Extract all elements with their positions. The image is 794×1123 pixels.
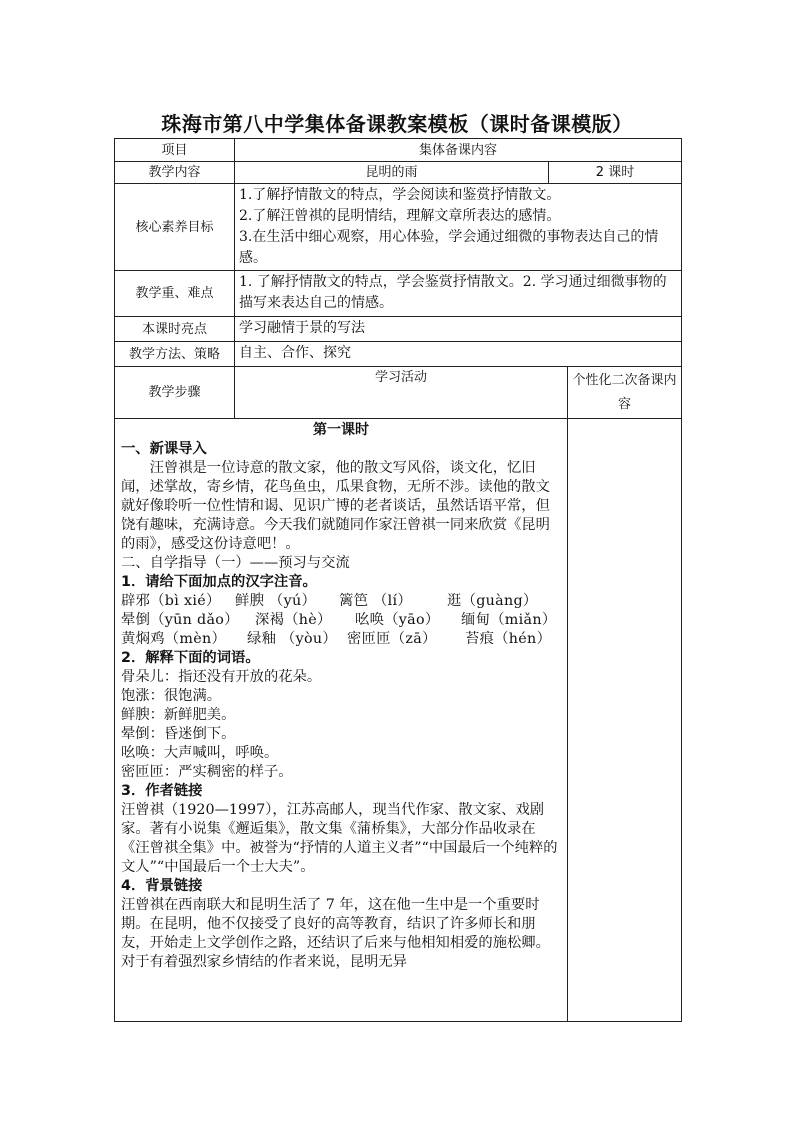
pinyin-row bbox=[121, 592, 561, 611]
goal-item: 3.在生活中细心观察，用心体验，学会通过细微的事物表达自己的情感。 bbox=[239, 229, 659, 266]
methods-text: 自主、合作、探究 bbox=[235, 342, 682, 367]
definition-item: 晕倒：昏迷倒下。 bbox=[121, 726, 236, 742]
definition-item: 密匝匝：严实稠密的样子。 bbox=[121, 764, 293, 780]
label-steps: 教学步骤 bbox=[115, 367, 235, 419]
header-row bbox=[115, 139, 682, 162]
header-content: 集体备课内容 bbox=[235, 139, 682, 162]
row-body bbox=[115, 419, 682, 1022]
definition-item: 鲜腴：新鲜肥美。 bbox=[121, 707, 236, 723]
pinyin-item: 黄焖鸡（mèn） bbox=[121, 631, 227, 647]
section-heading: 二、自学指导（一）——预习与交流 bbox=[121, 555, 350, 571]
header-project: 项目 bbox=[115, 139, 235, 162]
definition-item: 吆唤：大声喊叫，呼唤。 bbox=[121, 745, 279, 761]
pinyin-item: 逛（guàng） bbox=[447, 593, 538, 609]
question-heading: 2．解释下面的词语。 bbox=[121, 650, 260, 666]
highlight-text: 学习融情于景的写法 bbox=[235, 317, 682, 342]
label-methods: 教学方法、策略 bbox=[115, 342, 235, 367]
core-goals-list bbox=[235, 184, 682, 271]
question-heading: 3．作者链接 bbox=[121, 783, 203, 799]
label-highlight: 本课时亮点 bbox=[115, 317, 235, 342]
background-paragraph: 汪曾祺在西南联大和昆明生活了 7 年，这在他一生中是一个重要时期。在昆明，他不仅接受了良好的高等教育，结识了许多师长和朋友，开始走上文学创作之路，还结识了后来与他相知相爱的施松卿。对于有着强烈家乡情结的作者来说，昆明无异 bbox=[121, 897, 550, 970]
pinyin-item: 鲜腴 （yú） bbox=[235, 593, 317, 609]
page-title: 珠海市第八中学集体备课教案模板（课时备课模版） bbox=[161, 112, 633, 136]
row-steps bbox=[115, 367, 682, 419]
row-methods bbox=[115, 342, 682, 367]
pinyin-item: 绿釉 （yòu） bbox=[247, 631, 338, 647]
lesson-body bbox=[115, 419, 568, 1022]
label-core-goals: 核心素养目标 bbox=[115, 184, 235, 271]
learning-activity-header: 学习活动 bbox=[235, 367, 568, 419]
definition-item: 饱涨：很饱满。 bbox=[121, 688, 222, 704]
key-points-text: 1. 了解抒情散文的特点，学会鉴赏抒情散文。2. 学习通过细微事物的描写来表达自己的情感。 bbox=[235, 271, 682, 317]
lesson-hours: 2 课时 bbox=[549, 162, 682, 184]
pinyin-item: 密匝匝（zā） bbox=[347, 631, 437, 647]
personal-prep-cell[interactable] bbox=[568, 419, 682, 1022]
label-teaching-content: 教学内容 bbox=[115, 162, 235, 184]
pinyin-item: 辟邪（bì xié） bbox=[121, 593, 221, 609]
author-paragraph: 汪曾祺（1920—1997），江苏高邮人，现当代作家、散文家、戏剧家。著有小说集《邂逅集》，散文集《蒲桥集》，大部分作品收录在《汪曾祺全集》中。被誉为“抒情的人道主义者”“中国最后一个纯粹的文人”“中国最后一个士大夫”。 bbox=[121, 802, 558, 875]
pinyin-item: 缅甸（miǎn） bbox=[461, 612, 557, 628]
lesson-plan-table bbox=[114, 138, 682, 1022]
lesson-topic: 昆明的雨 bbox=[235, 162, 549, 184]
pinyin-item: 深褐（hè） bbox=[255, 612, 332, 628]
row-highlight bbox=[115, 317, 682, 342]
pinyin-item: 篱笆 （lí） bbox=[339, 593, 412, 609]
pinyin-item: 晕倒（yūn dǎo） bbox=[121, 612, 239, 628]
row-key-points bbox=[115, 271, 682, 317]
pinyin-item: 苔痕（hén） bbox=[465, 631, 552, 647]
pinyin-row bbox=[121, 630, 561, 649]
question-heading: 1．请给下面加点的汉字注音。 bbox=[121, 574, 317, 590]
personal-prep-header: 个性化二次备课内容 bbox=[568, 367, 682, 419]
question-heading: 4．背景链接 bbox=[121, 878, 203, 894]
section-heading: 一、新课导入 bbox=[121, 441, 207, 457]
definition-item: 骨朵儿：指还没有开放的花朵。 bbox=[121, 669, 322, 685]
intro-paragraph: 汪曾祺是一位诗意的散文家，他的散文写风俗，谈文化，忆旧闻，述掌故，寄乡情，花鸟鱼虫，瓜果食物，无所不涉。读他的散文就好像聆听一位性情和谒、见识广博的老者谈话，虽然话语平常，但饶有趣味，充满诗意。今天我们就随同作家汪曾祺一同来欣赏《昆明的雨》，感受这份诗意吧！。 bbox=[121, 460, 550, 552]
row-teaching-content bbox=[115, 162, 682, 184]
pinyin-row bbox=[121, 611, 561, 630]
label-key-points: 教学重、难点 bbox=[115, 271, 235, 317]
goal-item: 2.了解汪曾祺的昆明情结，理解文章所表达的感情。 bbox=[239, 208, 561, 224]
pinyin-item: 吆唤（yāo） bbox=[355, 612, 440, 628]
row-core-goals bbox=[115, 184, 682, 271]
session-title: 第一课时 bbox=[313, 422, 369, 438]
goal-item: 1.了解抒情散文的特点，学会阅读和鉴赏抒情散文。 bbox=[239, 187, 561, 203]
